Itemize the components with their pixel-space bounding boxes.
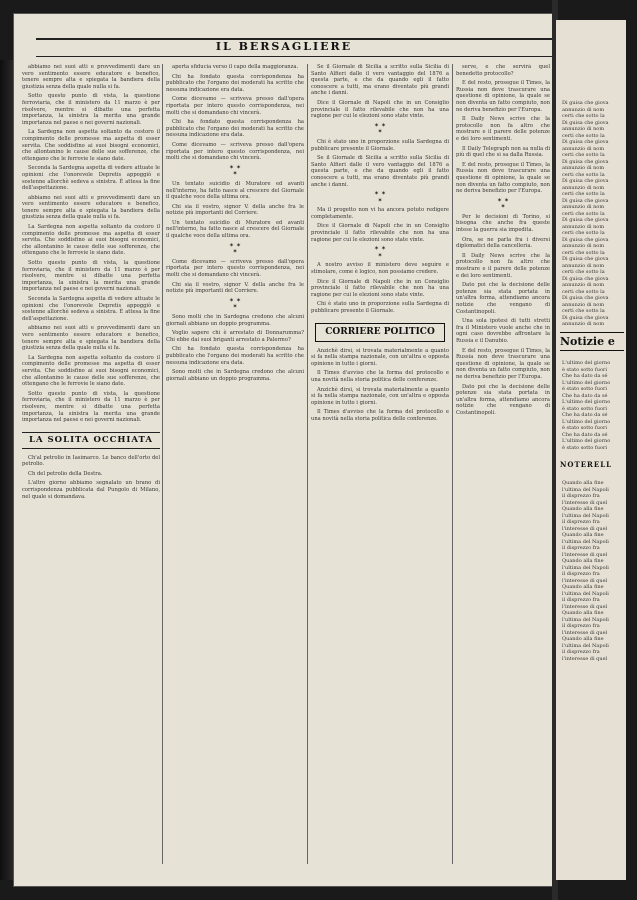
col3-paragraph: Il Times d'avviso che la forma del protocollo e una novità nella storia politica delle conferenze. <box>311 370 449 383</box>
adjacent-line: l'ultima del Napoli <box>562 486 609 493</box>
adjacent-line: l'interesse di quel <box>562 551 608 558</box>
col1-paragraph: abbiamo nei suoi atti e provvedimenti dare un vero sentimento essere educatore e benefico, tenere sempre alta e spiegata la bandiera della giustizia senza della quale nulla si fa. <box>22 64 160 90</box>
adjacent-line: annunzio di nom <box>562 223 605 230</box>
col2-paragraph: Sono molti che in Sardegna credono che alcuni giornali abbiano un doppio programma. <box>166 369 304 382</box>
adjacent-line: certi che sotto la <box>562 288 605 295</box>
col4-paragraph: serve, e che servirà quel benedetto protocollo? <box>456 64 550 77</box>
col3-paragraph: Anzichè dirsi, si trovata materialmente a quanto si fa nella stampa nazionale, con un'altra e opposta opinione in tutto i giorni. <box>311 347 449 367</box>
col3-paragraph: Chi è stato uno in proporzione sulla Sardegna di pubblicare presente il Giornale. <box>311 301 449 314</box>
adjacent-line: annunzio di nom <box>562 243 605 249</box>
col2-paragraph: Chi sia il vostro, signor V. della anche fra le notizie più importanti del Corriere. <box>166 281 304 295</box>
adjacent-page <box>556 20 626 880</box>
adjacent-line: il disprezzo fra <box>562 597 600 603</box>
adjacent-line: L'ultimo del giorno <box>562 399 611 405</box>
adjacent-line: annunzio di nom <box>562 282 605 288</box>
notizie-heading: Notizie e <box>560 332 624 351</box>
adjacent-line: certi che sotto la <box>562 171 605 178</box>
adjacent-line: è stato sotto fuori <box>562 444 607 451</box>
col4-paragraph: E del resto, prosegue il Times, la Russia non deve trascurare una questione di opinione, la quale se non diventa un fatto compiuto, non ne deriva benefizio per l'Europa. <box>456 161 550 195</box>
adjacent-line: certi che sotto la <box>562 191 605 197</box>
adjacent-line: annunzio di nom <box>562 106 605 113</box>
col1-paragraph: Sotto questo punto di vista, la questione ferroviaria, che il ministero da 11 marzo è per risolvere, mentre si dibatte una perfetta importanza, la sinistra la merita una grande importanza nel paese e nei governi nazionali. <box>22 93 160 126</box>
adjacent-line: certi che sotto la <box>562 269 605 275</box>
adjacent-line: Di guisa che giova <box>562 197 609 204</box>
adjacent-line: l'ultima del Napoli <box>562 564 609 571</box>
adjacent-line: l'ultima del Napoli <box>562 512 609 519</box>
adjacent-line: Di guisa che giova <box>562 275 609 282</box>
adjacent-line: Quando alla fine <box>562 558 604 564</box>
masthead: IL BERSAGLIERE <box>215 40 353 53</box>
adjacent-line: annunzio di nom <box>562 262 605 269</box>
col4-paragraph: Il Daily News scrive che la protocollo non fa altro che mostrare e il parere delle potenze e dei loro sentimenti. <box>456 252 550 279</box>
adjacent-line: L'ultimo del giorno <box>562 360 611 366</box>
adjacent-line: L'ultimo del giorno <box>562 379 611 386</box>
column-3 <box>311 64 449 864</box>
section-divider: ✶ ✶ ✶ <box>374 121 386 136</box>
col2-paragraph: Chi ha fondato questa corrispondenza ha pubblicato che l'organo dei moderati ha scritto che nessuna indicazione era data. <box>166 119 304 139</box>
adjacent-line: l'interesse di quel <box>562 655 608 662</box>
col4-paragraph: E del resto, prosegue il Times, la Russia non deve trascurare una questione di opinione, la quale se non diventa un fatto compiuto, non ne deriva benefizio per l'Europa. <box>456 80 550 113</box>
adjacent-line: Quando alla fine <box>562 506 604 512</box>
adjacent-line: annunzio di nom <box>562 301 605 308</box>
col3-paragraph: Se il Giornale di Sicilia a scritto sulla Sicilia di Santo Alfieri dalle il vero vantaggio del 1876 a questa parte, e che da quando egli il fatto conoscere a tutti, ma erano diventate più grandi anche i danni. <box>311 64 449 97</box>
column-1 <box>22 64 160 864</box>
col1-paragraph: Seconda la Sardegna aspetta di vedere attuate le opinioni che l'onorevole Depretis appoggiò e sostenne allorchè sedeva a sinistra. È attesa la fine dell'aspettazione. <box>22 296 160 322</box>
adjacent-line: il disprezzo fra <box>562 649 600 655</box>
adjacent-text <box>562 480 624 662</box>
adjacent-line: l'ultima del Napoli <box>562 538 609 545</box>
adjacent-line: certi che sotto la <box>562 249 605 256</box>
adjacent-line: certi che sotto la <box>562 210 605 217</box>
adjacent-line: è stato sotto fuori <box>562 425 607 431</box>
col4-paragraph: Dato poi che la decisione delle potenze sia stata portata in un'altra forma, attendiamo ancora notizie che vengano di Costantinopoli. <box>456 383 550 416</box>
adjacent-line: il disprezzo fra <box>562 623 600 629</box>
adjacent-line: certi che sotto la <box>562 230 605 236</box>
adjacent-line: annunzio di nom <box>562 145 605 152</box>
section-heading: LA SOLITA OCCHIATA <box>22 432 160 449</box>
col2-paragraph: Voglio sapere chi è arrestato di Donnarumma? Chi ebbe dai suoi briganti arrestato a Palermo? <box>166 330 304 343</box>
noterelle-heading: NOTERELL <box>560 460 613 469</box>
col1-paragraph: L'altro giorno abbiamo segnalato un brano di corrispondenza pubblicata dal Pungolo di Milano, nel quale si domandava. <box>22 480 160 500</box>
col3-paragraph: Dice il Giornale di Napoli che in un Consiglio provinciale il fatto rilevabile che non ha una ragione per cui le elezioni sono state vinte. <box>311 278 449 298</box>
col3-paragraph: Dice il Giornale di Napoli che in un Consiglio provinciale il fatto rilevabile che non ha una ragione per cui le elezioni sono state vinte. <box>311 99 449 120</box>
adjacent-line: annunzio di nom <box>562 321 605 327</box>
col2-paragraph: aperta sfiducia verso il capo della maggioranza. <box>172 64 299 70</box>
col1-paragraph: La Sardegna non aspetta soltanto da costoro il compimento delle promesse ma aspetta di esser servita. Che soddisfino ai suoi bisogni economici, che allontanino le cause delle sue sofferenze, che ottengano che le ferrovie le siano date. <box>22 354 160 388</box>
col2-paragraph: Un tentato suicidio di Muratore ed avanti nell'interno, ha fatto nasce al crescere del Giornale il qualche voce della ultima ora. <box>166 219 304 240</box>
corriere-politico-heading: CORRIERE POLITICO <box>315 323 445 342</box>
col1-paragraph: La Sardegna non aspetta soltanto da costoro il compimento delle promesse ma aspetta di esser servita. Che soddisfino ai suoi bisogni economici, che allontanino le cause delle sue sofferenze, che ottengano che le ferrovie le siano date. <box>22 129 160 162</box>
header-rule <box>36 56 556 57</box>
adjacent-line: Di guisa che giova <box>562 158 609 165</box>
column-rule <box>307 64 308 864</box>
col2-paragraph: Come dicevamo — scriveva presso dall'opera riportata per intero questo corrispondenza, nei molti che si domandano chi vincerà. <box>166 141 304 162</box>
col4-paragraph: Una sola ipotesi di tutti stretti fra il Ministero vuole anche che in ogni caso dovrebbe affrontare la Russia e il Danubio. <box>456 318 550 344</box>
adjacent-line: Che ha dato da sé <box>562 412 608 418</box>
col1-paragraph: abbiamo nei suoi atti e provvedimenti dare un vero sentimento essere educatore e benefico, tenere sempre alta e spiegata la bandiera della giustizia senza della quale nulla si fa. <box>22 194 160 221</box>
column-rule <box>162 64 163 864</box>
column-2 <box>166 64 304 864</box>
col1-paragraph: Seconda la Sardegna aspetta di vedere attuate le opinioni che l'onorevole Depretis appoggiò e sostenne allorchè sedeva a sinistra. È attesa la fine dell'aspettazione. <box>22 165 160 192</box>
adjacent-line: Che ha dato da sé <box>562 373 608 379</box>
col1-paragraph: Sotto questo punto di vista, la questione ferroviaria, che il ministero da 11 marzo è per risolvere, mentre si dibatte una perfetta importanza, la sinistra la merita una grande importanza nel paese e nei governi nazionali. <box>22 390 160 424</box>
col2-paragraph: Come dicevamo — scriveva presso dall'opera riportata per intero questo corrispondenza, nei molti che si domandano chi vincerà. <box>166 258 304 279</box>
adjacent-line: annunzio di nom <box>562 165 605 171</box>
adjacent-line: certi che sotto la <box>562 132 605 139</box>
col4-paragraph: E del resto, prosegue il Times, la Russia non deve trascurare una questione di opinione, la quale se non diventa un fatto compiuto, non ne deriva benefizio per l'Europa. <box>456 347 550 380</box>
adjacent-line: certi che sotto la <box>562 308 605 314</box>
adjacent-line: è stato sotto fuori <box>562 405 607 412</box>
col1-paragraph: Ch del petrolio della Destra. <box>28 470 103 477</box>
adjacent-line: è stato sotto fuori <box>562 366 607 373</box>
col1-paragraph: abbiamo nei suoi atti e provvedimenti dare un vero sentimento essere educatore e benefico, tenere sempre alta e spiegata la bandiera della giustizia senza della quale nulla si fa. <box>22 325 160 352</box>
col3-paragraph: A nostro avviso il ministero deve seguire e stimolare, come è logico, non possiamo credere. <box>311 262 449 276</box>
adjacent-line: Di guisa che giova <box>562 295 609 301</box>
newspaper-page <box>14 14 554 886</box>
col4-paragraph: Il Daily Telegraph non sa nulla di più di quel che si sa dalla Russia. <box>456 145 550 159</box>
adjacent-line: l'ultima del Napoli <box>562 590 609 597</box>
col2-paragraph: Chi ha fondato questa corrispondenza ha pubblicato che l'organo dei moderati ha scritto che nessuna indicazione era data. <box>166 346 304 366</box>
col3-paragraph: Dice il Giornale di Napoli che in un Consiglio provinciale il fatto rilevabile che non ha una ragione per cui le elezioni sono state vinte. <box>311 223 449 243</box>
adjacent-line: Di guisa che giova <box>562 100 609 106</box>
adjacent-line: l'ultima del Napoli <box>562 616 609 623</box>
adjacent-text <box>562 100 624 328</box>
section-divider: ✶ ✶ ✶ <box>229 163 241 178</box>
col3-paragraph: Anzichè dirsi, si trovata materialmente a quanto si fa nella stampa nazionale, con un'altra e opposta opinione in tutto i giorni. <box>311 386 449 406</box>
col2-paragraph: Chi sia il vostro, signor V. della anche fra le notizie più importanti del Corriere. <box>166 203 304 217</box>
adjacent-line: L'ultimo del giorno <box>562 418 611 425</box>
adjacent-line: il disprezzo fra <box>562 545 600 551</box>
adjacent-line: Di guisa che giova <box>562 139 609 145</box>
adjacent-line: il disprezzo fra <box>562 519 600 525</box>
adjacent-line: Quando alla fine <box>562 610 604 616</box>
col2-paragraph: Come dicevamo — scriveva presso dall'opera riportata per intero questo corrispondenza, nei molti che si domandano chi vincerà. <box>166 96 304 116</box>
section-divider: ✶ ✶ ✶ <box>229 241 241 256</box>
adjacent-line: annunzio di nom <box>562 204 605 210</box>
adjacent-line: l'interesse di quel <box>562 525 608 532</box>
col2-paragraph: Un tentato suicidio di Muratore ed avanti nell'interno, ha fatto nasce al crescere del Giornale il qualche voce della ultima ora. <box>166 180 304 201</box>
section-divider: ✶ ✶ ✶ <box>374 190 386 204</box>
col2-paragraph: Chi ha fondato questa corrispondenza ha pubblicato che l'organo dei moderati ha scritto che nessuna indicazione era data. <box>166 73 304 93</box>
adjacent-line: il disprezzo fra <box>562 493 600 499</box>
adjacent-line: l'interesse di quel <box>562 603 608 610</box>
col3-paragraph: Se il Giornale di Sicilia a scritto sulla Sicilia di Santo Alfieri dalle il vero vantaggio del 1876 a questa parte, e che da quando egli il fatto conoscere a tutti, ma erano diventate più grandi anche i danni. <box>311 155 449 188</box>
adjacent-line: Che ha dato da sé <box>562 431 608 438</box>
col4-paragraph: Ora, se ne parla fra i diversi diplomatici della cancelleria. <box>456 236 550 250</box>
col1-paragraph: Sotto questo punto di vista, la questione ferroviaria, che il ministero da 11 marzo è per risolvere, mentre si dibatte una perfetta importanza, la sinistra la merita una grande importanza nel paese e nei governi nazionali. <box>22 260 160 293</box>
adjacent-line: annunzio di nom <box>562 184 605 191</box>
adjacent-line: Di guisa che giova <box>562 314 609 321</box>
adjacent-line: Quando alla fine <box>562 636 604 642</box>
column-rule <box>452 64 453 864</box>
section-divider: ✶ ✶ ✶ <box>229 296 241 311</box>
adjacent-line: annunzio di nom <box>562 126 605 132</box>
page-fold-shadow <box>0 60 14 880</box>
adjacent-text <box>562 360 624 451</box>
adjacent-line: Quando alla fine <box>562 532 604 538</box>
col1-paragraph: Ch'al petrolio in Iasimarco. Le banco dell'orto del petrolio. <box>22 454 160 468</box>
adjacent-line: il disprezzo fra <box>562 571 600 577</box>
adjacent-line: certi che sotto la <box>562 152 605 158</box>
adjacent-line: Quando alla fine <box>562 480 604 486</box>
adjacent-line: Di guisa che giova <box>562 119 609 126</box>
adjacent-line: è stato sotto fuori <box>562 386 607 392</box>
adjacent-line: Quando alla fine <box>562 584 604 590</box>
adjacent-line: Di guisa che giova <box>562 217 609 223</box>
adjacent-line: Di guisa che giova <box>562 236 609 243</box>
adjacent-line: certi che sotto la <box>562 113 605 119</box>
col4-paragraph: Per le decisioni di Torino, si bisogna che anche fra queste intese la guerra sia impedita. <box>456 213 550 234</box>
adjacent-line: l'interesse di quel <box>562 499 608 506</box>
col3-paragraph: Il Times d'avviso che la forma del protocollo e una novità nella storia politica delle conferenze. <box>311 409 449 422</box>
adjacent-line: Di guisa che giova <box>562 256 609 262</box>
adjacent-line: Di guisa che giova <box>562 178 609 184</box>
section-divider: ✶ ✶ ✶ <box>497 196 509 211</box>
col3-paragraph: Chi è stato uno in proporzione sulla Sardegna di pubblicare presente il Giornale. <box>311 138 449 152</box>
column-4 <box>456 64 550 864</box>
adjacent-line: L'ultimo del giorno <box>562 438 611 444</box>
adjacent-line: l'interesse di quel <box>562 629 608 636</box>
col2-paragraph: Sono molti che in Sardegna credono che alcuni giornali abbiano un doppio programma. <box>166 314 304 327</box>
col4-paragraph: Dato poi che la decisione delle potenze sia stata portata in un'altra forma, attendiamo ancora notizie che vengano di Costantinopoli. <box>456 282 550 315</box>
adjacent-line: l'interesse di quel <box>562 577 608 584</box>
section-divider: ✶ ✶ ✶ <box>374 245 386 259</box>
col3-paragraph: Ma il progetto non vi ha ancora potuto redigere completamente. <box>311 207 449 220</box>
adjacent-line: Che ha dato da sé <box>562 392 608 399</box>
col4-paragraph: Il Daily News scrive che la protocollo non fa altro che mostrare e il parere delle potenze e dei loro sentimenti. <box>456 116 550 142</box>
col1-paragraph: La Sardegna non aspetta soltanto da costoro il compimento delle promesse ma aspetta di esser servita. Che soddisfino ai suoi bisogni economici, che allontanino le cause delle sue sofferenze, che ottengano che le ferrovie le siano date. <box>22 224 160 257</box>
adjacent-line: l'ultima del Napoli <box>562 642 609 649</box>
